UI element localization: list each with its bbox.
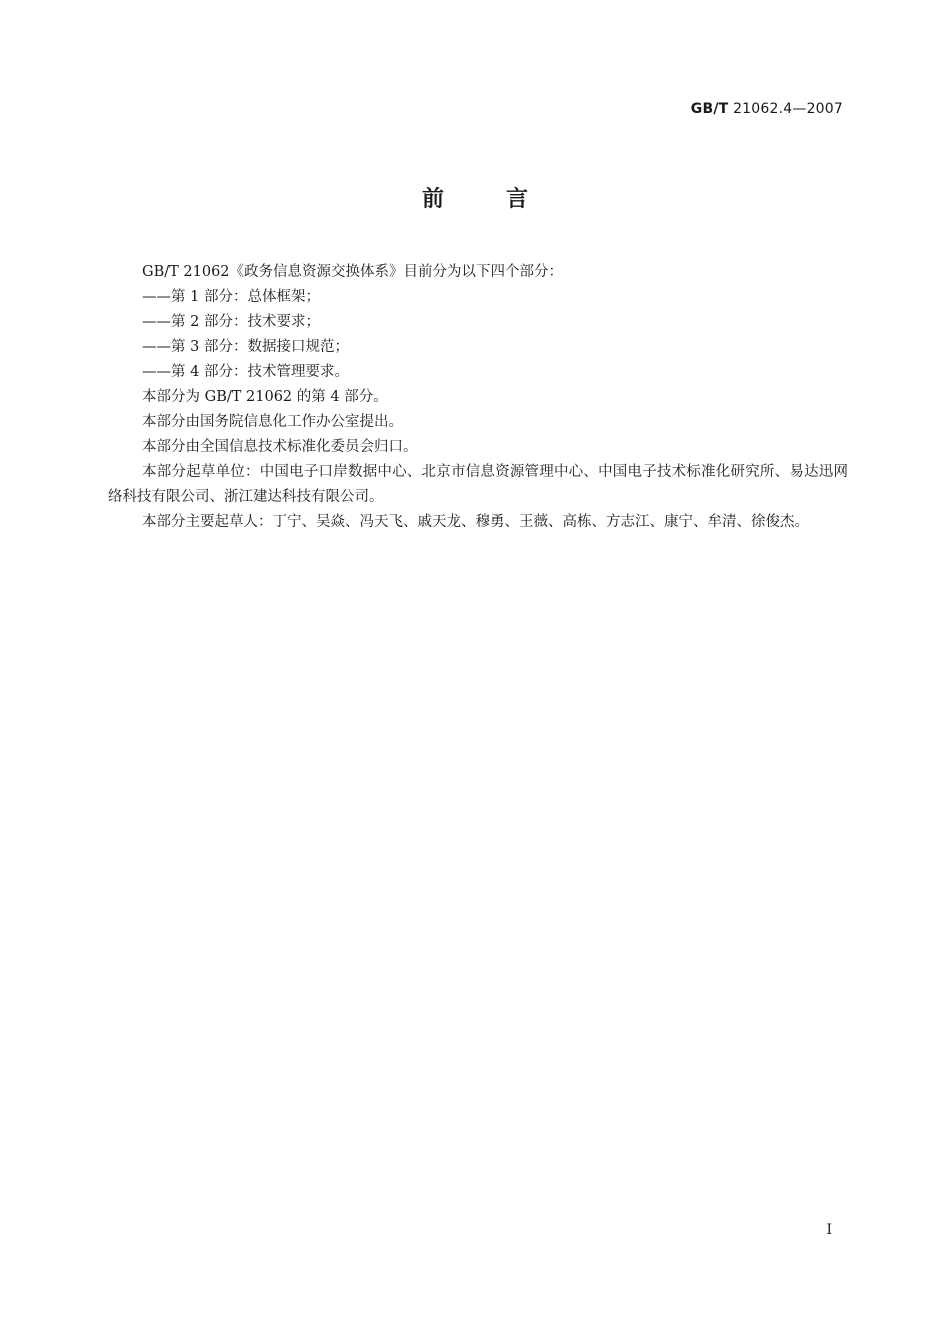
paragraph-this-part: 本部分为 GB/T 21062 的第 4 部分。: [142, 389, 388, 405]
page-number: I: [826, 1222, 832, 1238]
page-title: 前言: [421, 187, 590, 212]
paragraph-governed-by: 本部分由全国信息技术标准化委员会归口。: [142, 439, 418, 455]
paragraph-drafters: 本部分主要起草人：丁宁、吴焱、冯天飞、戚天龙、穆勇、王薇、高栋、方志江、康宁、牟清、徐俊杰。: [142, 514, 809, 530]
paragraph-part-1: ——第 1 部分：总体框架；: [142, 289, 320, 305]
paragraph-series-intro: GB/T 21062《政务信息资源交换体系》目前分为以下四个部分：: [142, 264, 564, 280]
foreword-body: [108, 260, 848, 535]
paragraph-proposed-by: 本部分由国务院信息化工作办公室提出。: [142, 414, 403, 430]
standard-code-prefix: GB/T: [690, 101, 729, 117]
paragraph-part-4: ——第 4 部分：技术管理要求。: [142, 364, 349, 380]
paragraph-part-3: ——第 3 部分：数据接口规范；: [142, 339, 349, 355]
paragraph-drafting-units: 本部分起草单位：中国电子口岸数据中心、北京市信息资源管理中心、中国电子技术标准化研究所、易达迅网络科技有限公司、浙江建达科技有限公司。: [108, 464, 848, 505]
standard-code-number: 21062.4—2007: [728, 101, 843, 117]
paragraph-part-2: ——第 2 部分：技术要求；: [142, 314, 320, 330]
standard-code: [691, 101, 843, 117]
